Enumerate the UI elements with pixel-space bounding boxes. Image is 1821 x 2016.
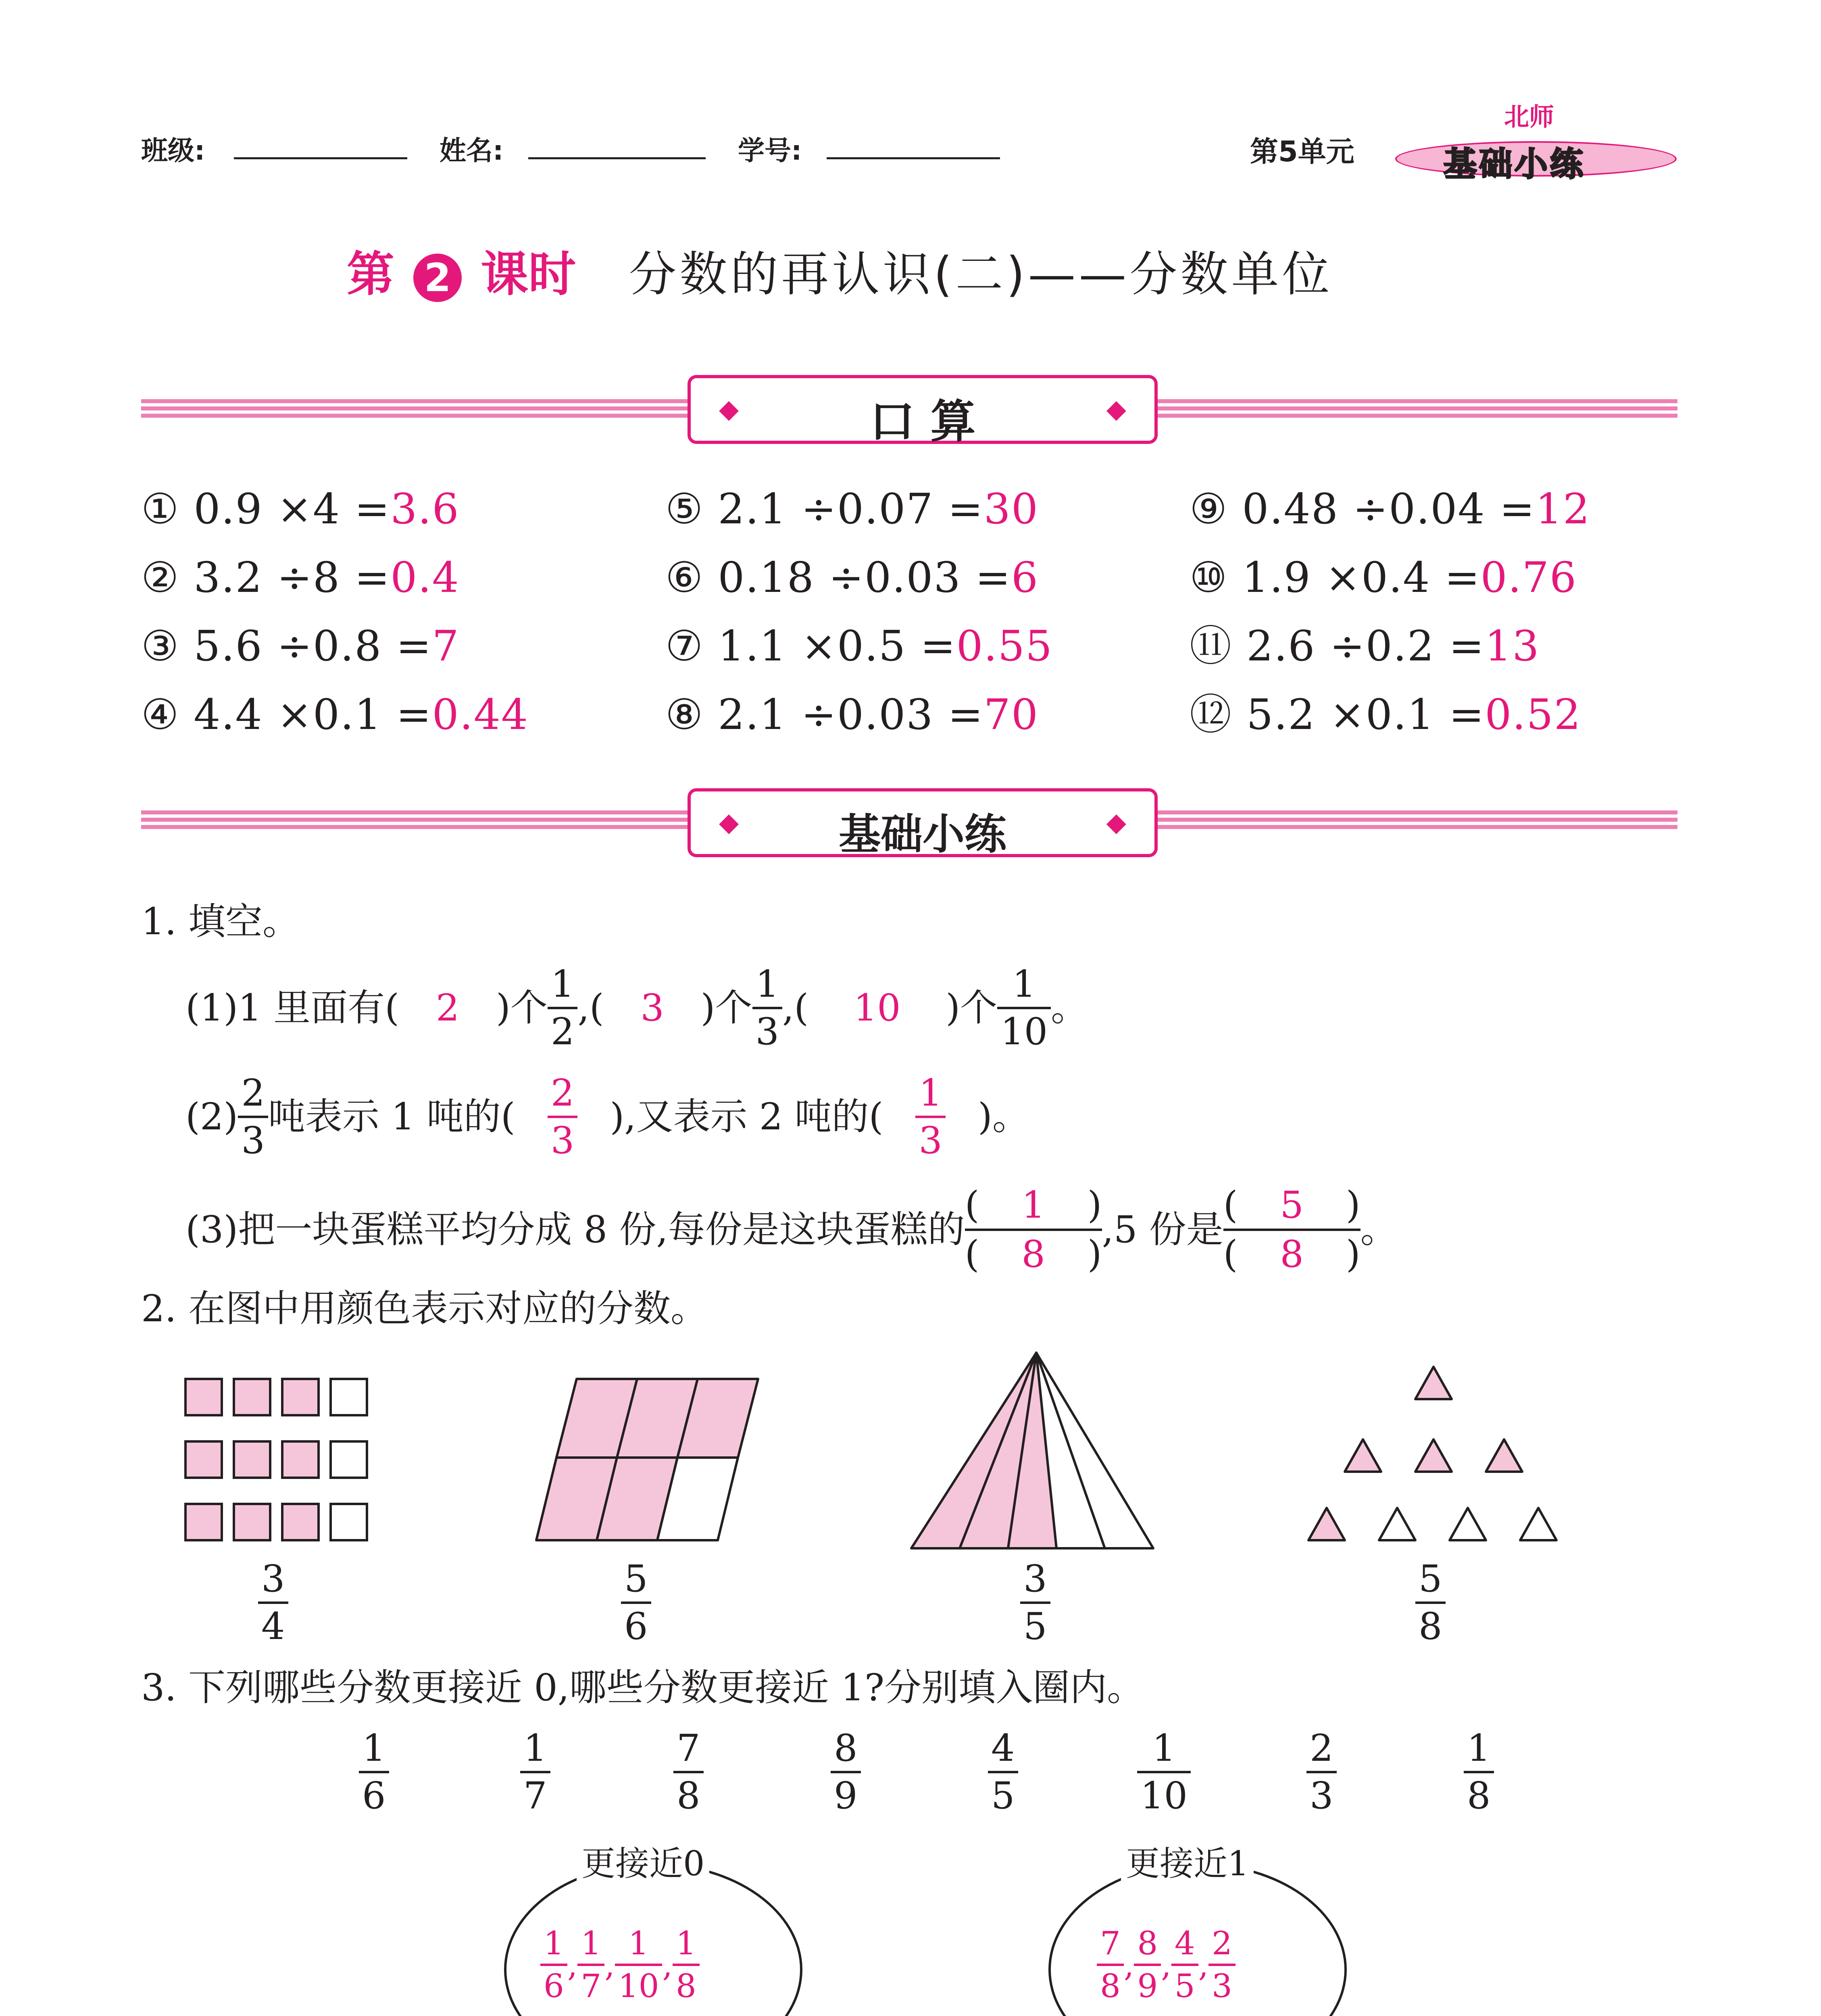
triangle bbox=[1379, 1508, 1415, 1540]
q1-part1: (1)1 里面有( 2 )个 1 2 ,( 3 )个 1 3 ,( 10 )个 1 10 。 bbox=[185, 962, 1088, 1053]
fraction-label: 3 4 bbox=[258, 1560, 288, 1645]
title-prefix: 第 bbox=[347, 246, 395, 302]
id-label: 学号: bbox=[738, 135, 802, 166]
squares-figure bbox=[177, 1371, 387, 1556]
name-label: 姓名: bbox=[440, 135, 504, 166]
brand-main: 基础小练 bbox=[1444, 145, 1586, 183]
closer0-answers: 1 6 , 1 7 , 1 10 , 1 8 bbox=[540, 1927, 700, 2002]
fraction: 4 5 bbox=[988, 1730, 1018, 1814]
triangle-shaded bbox=[1415, 1439, 1452, 1472]
answer: 10 bbox=[853, 986, 901, 1029]
calc-item: ⑪ 2.6 ÷0.2 =13 bbox=[1190, 621, 1540, 671]
answer: 2 bbox=[435, 986, 460, 1029]
fraction-label: 5 8 bbox=[1415, 1560, 1446, 1645]
calc-item: ⑥ 0.18 ÷0.03 =6 bbox=[665, 553, 1039, 602]
parallelogram-figure bbox=[516, 1375, 774, 1552]
answer: 1 3 bbox=[915, 1075, 946, 1159]
square-shaded bbox=[185, 1379, 222, 1415]
closer1-answers: 7 8 , 8 9 , 4 5 , 2 3 bbox=[1097, 1927, 1236, 2002]
square bbox=[331, 1441, 367, 1478]
square-shaded bbox=[282, 1504, 319, 1540]
triangle-shaded bbox=[1308, 1508, 1345, 1540]
fraction: 7 8 bbox=[673, 1730, 704, 1814]
triangle bbox=[1520, 1508, 1556, 1540]
oral-section-title: 口 算 bbox=[869, 396, 976, 448]
diamond-icon: ◆ bbox=[719, 808, 739, 837]
closer0-label: 更接近0 bbox=[577, 1847, 709, 1881]
calc-item: ⑩ 1.9 ×0.4 =0.76 bbox=[1190, 553, 1577, 602]
calc-item: ④ 4.4 ×0.1 =0.44 bbox=[141, 690, 529, 739]
square bbox=[331, 1504, 367, 1540]
answer-fraction: ( 5 ) ( 8 ) bbox=[1223, 1183, 1361, 1276]
calc-item: ⑫ 5.2 ×0.1 =0.52 bbox=[1190, 690, 1581, 739]
calc-item: ⑧ 2.1 ÷0.03 =70 bbox=[665, 690, 1039, 739]
diamond-icon: ◆ bbox=[1106, 808, 1126, 837]
class-field[interactable] bbox=[234, 157, 407, 159]
fraction-label: 3 5 bbox=[1020, 1560, 1050, 1645]
basic-section-title: 基础小练 bbox=[838, 810, 1006, 859]
square-shaded bbox=[234, 1504, 270, 1540]
fraction: 8 9 bbox=[831, 1730, 861, 1814]
calc-item: ② 3.2 ÷8 =0.4 bbox=[141, 553, 460, 602]
name-field[interactable] bbox=[528, 157, 706, 159]
unit-label: 第5单元 bbox=[1250, 135, 1354, 168]
oral-section-banner bbox=[688, 375, 1158, 448]
square-shaded bbox=[234, 1379, 270, 1415]
triangle-shaded bbox=[1345, 1439, 1381, 1472]
id-field[interactable] bbox=[827, 157, 1000, 159]
square bbox=[331, 1379, 367, 1415]
triangles-figure bbox=[1298, 1363, 1573, 1556]
closer1-label: 更接近1 bbox=[1121, 1847, 1254, 1881]
brand-logo bbox=[1395, 102, 1677, 183]
fraction: 1 7 bbox=[520, 1730, 550, 1814]
triangle-shaded bbox=[1486, 1439, 1522, 1472]
q3-title: 3. 下列哪些分数更接近 0,哪些分数更接近 1?分别填入圈内。 bbox=[141, 1666, 1144, 1709]
square-shaded bbox=[282, 1379, 319, 1415]
answer-fraction: ( 1 ) ( 8 ) bbox=[965, 1183, 1102, 1276]
fraction: 2 3 bbox=[1306, 1730, 1337, 1814]
q1-title: 1. 填空。 bbox=[141, 900, 300, 943]
fraction: 1 10 bbox=[1137, 1730, 1191, 1814]
fraction: 1 8 bbox=[1464, 1730, 1494, 1814]
class-label: 班级: bbox=[141, 135, 205, 166]
title-text: 分数的再认识(二)——分数单位 bbox=[629, 246, 1333, 302]
calc-item: ⑨ 0.48 ÷0.04 =12 bbox=[1190, 484, 1591, 533]
fraction-label: 5 6 bbox=[621, 1560, 651, 1645]
square-shaded bbox=[185, 1441, 222, 1478]
triangle-shaded bbox=[1415, 1367, 1452, 1399]
triangle-figure bbox=[899, 1343, 1181, 1556]
q2-title: 2. 在图中用颜色表示对应的分数。 bbox=[141, 1287, 708, 1330]
triangle bbox=[1450, 1508, 1486, 1540]
q1-part3: (3)把一块蛋糕平均分成 8 份,每份是这块蛋糕的 ( 1 ) ( 8 ) ,5 份是 ( 5 ) ( 8 ) 。 bbox=[185, 1183, 1398, 1276]
brand-small: 北师 bbox=[1504, 102, 1554, 131]
fraction: 1 6 bbox=[359, 1730, 389, 1814]
calc-item: ③ 5.6 ÷0.8 =7 bbox=[141, 621, 460, 671]
page-title bbox=[347, 242, 1333, 306]
answer: 2 3 bbox=[548, 1075, 578, 1159]
square-shaded bbox=[234, 1441, 270, 1478]
title-suffix: 课时 bbox=[481, 246, 576, 302]
diamond-icon: ◆ bbox=[719, 394, 739, 424]
calc-item: ⑦ 1.1 ×0.5 =0.55 bbox=[665, 621, 1053, 671]
q1-part2: (2) 2 3 吨表示 1 吨的( 2 3 ),又表示 2 吨的( 1 3 )。 bbox=[185, 1071, 1029, 1162]
calc-item: ① 0.9 ×4 =3.6 bbox=[141, 484, 460, 533]
basic-section-banner bbox=[688, 788, 1158, 857]
square-shaded bbox=[282, 1441, 319, 1478]
title-number-badge: 2 bbox=[413, 254, 462, 302]
calc-item: ⑤ 2.1 ÷0.07 =30 bbox=[665, 484, 1039, 533]
page-header bbox=[141, 102, 1677, 183]
square-shaded bbox=[185, 1504, 222, 1540]
diamond-icon: ◆ bbox=[1106, 394, 1126, 424]
answer: 3 bbox=[640, 986, 664, 1029]
